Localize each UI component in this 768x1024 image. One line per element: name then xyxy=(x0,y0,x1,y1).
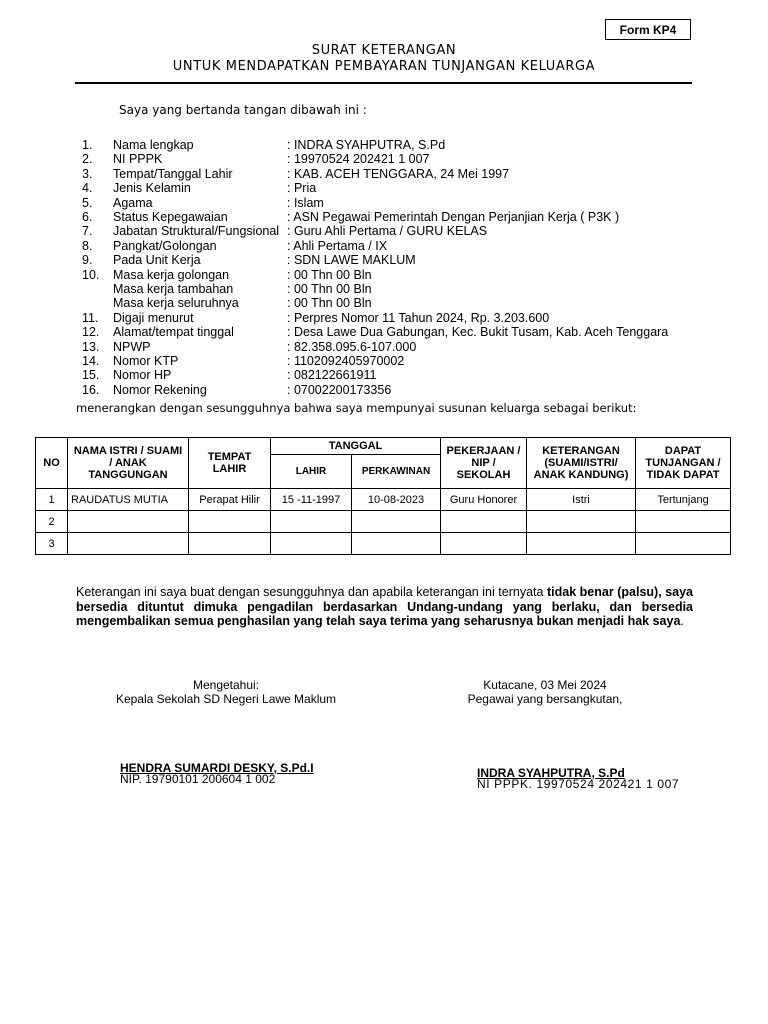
identity-label: Masa kerja tambahan xyxy=(113,282,234,296)
cell-job: Guru Honorer xyxy=(441,489,527,511)
declaration-text: Keterangan ini saya buat dengan sesungguhnya dan apabila keterangan ini ternyata xyxy=(76,585,547,599)
principal-title: Kepala Sekolah SD Negeri Lawe Maklum xyxy=(115,692,337,706)
identity-num: 2. xyxy=(82,152,93,167)
identity-value: : Guru Ahli Pertama / GURU KELAS xyxy=(287,224,488,239)
header-birthplace: TEMPAT LAHIR xyxy=(189,438,271,489)
declaration-end: . xyxy=(680,614,684,628)
identity-num: 13. xyxy=(82,339,100,354)
cell-name xyxy=(68,511,189,533)
identity-value: : SDN LAWE MAKLUM xyxy=(287,253,416,268)
identity-label: Agama xyxy=(113,195,153,210)
identity-label: Alamat/tempat tinggal xyxy=(113,325,234,340)
employee-nip: NI PPPK. 19970524 202421 1 007 xyxy=(477,777,680,791)
cell-born xyxy=(271,533,352,555)
identity-num: 4. xyxy=(82,181,93,196)
header-name: NAMA ISTRI / SUAMI / ANAK TANGGUNGAN xyxy=(68,438,189,489)
identity-label: Pangkat/Golongan xyxy=(113,238,217,253)
identity-num: 5. xyxy=(82,195,93,210)
principal-nip: NIP. 19790101 200604 1 002 xyxy=(120,772,276,786)
identity-value: : 00 Thn 00 Bln xyxy=(287,267,372,282)
identity-num: 16. xyxy=(82,382,100,397)
identity-num: 10. xyxy=(82,267,100,282)
form-code-badge: Form KP4 xyxy=(605,19,691,40)
principal-name: HENDRA SUMARDI DESKY, S.Pd.I xyxy=(120,761,314,775)
cell-allowance xyxy=(636,511,731,533)
identity-label: Nomor Rekening xyxy=(113,382,207,397)
identity-label: NI PPPK xyxy=(113,152,163,167)
table-row xyxy=(36,533,731,555)
cell-born: 15 -11-1997 xyxy=(271,489,352,511)
identity-label: Pada Unit Kerja xyxy=(113,253,201,268)
identity-num: 3. xyxy=(82,166,93,181)
identity-value: : INDRA SYAHPUTRA, S.Pd xyxy=(287,138,446,152)
header-note: KETERANGAN (SUAMI/ISTRI/ ANAK KANDUNG) xyxy=(527,438,636,489)
cell-allowance: Tertunjang xyxy=(636,489,731,511)
place-date: Kutacane, 03 Mei 2024 xyxy=(483,678,607,692)
identity-value: : 07002200173356 xyxy=(287,382,392,397)
identity-value: : Ahli Pertama / IX xyxy=(287,238,388,253)
identity-label: Jabatan Struktural/Fungsional xyxy=(113,224,280,239)
declaration-bold-text: tidak benar (palsu), saya bersedia dituntut dimuka pengadilan berdasarkan Undang-undang yang berlaku, dan bersedia mengembalikan semua penghasilan yang telah saya terima yang seharusnya bukan menjadi hak saya xyxy=(76,585,694,628)
signature-right-block xyxy=(440,678,650,706)
identity-num: 8. xyxy=(82,238,93,253)
identity-label: Nomor HP xyxy=(113,368,172,383)
identity-value: : 082122661911 xyxy=(287,368,377,383)
table-row xyxy=(36,511,731,533)
identity-value: : 00 Thn 00 Bln xyxy=(287,296,372,311)
identity-value: : 00 Thn 00 Bln xyxy=(287,282,372,296)
identity-label: Digaji menurut xyxy=(113,310,194,325)
family-statement: menerangkan dengan sesungguhnya bahwa saya mempunyai susunan keluarga sebagai berikut: xyxy=(76,401,637,415)
identity-label: Nomor KTP xyxy=(113,354,179,368)
header-no: NO xyxy=(36,438,68,489)
document-title: SURAT KETERANGAN xyxy=(311,43,457,58)
identity-value: : KAB. ACEH TENGGARA, 24 Mei 1997 xyxy=(287,166,510,181)
cell-no: 1 xyxy=(36,489,68,511)
identity-label: Tempat/Tanggal Lahir xyxy=(113,166,233,181)
cell-born xyxy=(271,511,352,533)
identity-value: : Pria xyxy=(287,181,317,196)
cell-allowance xyxy=(636,533,731,555)
cell-married xyxy=(352,511,441,533)
identity-label: NPWP xyxy=(113,339,151,354)
family-table xyxy=(35,437,731,555)
document-subtitle: UNTUK MENDAPATKAN PEMBAYARAN TUNJANGAN KELUARGA xyxy=(172,59,596,74)
title-divider xyxy=(75,82,692,84)
identity-value: : 19970524 202421 1 007 xyxy=(287,152,430,167)
cell-job xyxy=(441,511,527,533)
header-born: LAHIR xyxy=(271,455,352,489)
identity-label: Masa kerja seluruhnya xyxy=(113,296,239,311)
identity-label: Nama lengkap xyxy=(113,138,194,152)
cell-job xyxy=(441,533,527,555)
header-date: TANGGAL xyxy=(271,438,441,455)
identity-num: 7. xyxy=(82,224,93,239)
identity-value: : 82.358.095.6-107.000 xyxy=(287,339,417,354)
header-married: PERKAWINAN xyxy=(352,455,441,489)
identity-label: Jenis Kelamin xyxy=(113,181,191,196)
employee-label: Pegawai yang bersangkutan, xyxy=(467,692,623,706)
identity-value: : 1102092405970002 xyxy=(287,354,405,368)
declaration-paragraph xyxy=(76,585,693,629)
identity-num: 14. xyxy=(82,354,100,368)
intro-text: Saya yang bertanda tangan dibawah ini : xyxy=(119,103,367,117)
identity-label: Status Kepegawaian xyxy=(113,210,228,224)
cell-married xyxy=(352,533,441,555)
identity-value: : Desa Lawe Dua Gabungan, Kec. Bukit Tusam, Kab. Aceh Tenggara xyxy=(287,325,669,340)
identity-value: : Islam xyxy=(287,195,324,210)
cell-birthplace xyxy=(189,511,271,533)
cell-no: 2 xyxy=(36,511,68,533)
identity-value: : ASN Pegawai Pemerintah Dengan Perjanjian Kerja ( P3K ) xyxy=(287,210,620,224)
identity-label: Masa kerja golongan xyxy=(113,267,230,282)
cell-name: RAUDATUS MUTIA xyxy=(68,489,189,511)
cell-name xyxy=(68,533,189,555)
acknowledged-label: Mengetahui: xyxy=(192,678,260,692)
identity-num: 1. xyxy=(82,138,93,152)
header-allowance: DAPAT TUNJANGAN / TIDAK DAPAT xyxy=(636,438,731,489)
cell-birthplace: Perapat Hilir xyxy=(189,489,271,511)
signature-left-block xyxy=(112,678,340,706)
cell-note: Istri xyxy=(527,489,636,511)
identity-num: 12. xyxy=(82,325,100,340)
employee-name: INDRA SYAHPUTRA, S.Pd xyxy=(477,766,625,780)
table-row xyxy=(36,489,731,511)
identity-num: 9. xyxy=(82,253,93,268)
identity-value: : Perpres Nomor 11 Tahun 2024, Rp. 3.203.600 xyxy=(287,310,550,325)
identity-num: 15. xyxy=(82,368,100,383)
identity-num: 11. xyxy=(82,310,99,325)
cell-birthplace xyxy=(189,533,271,555)
cell-note xyxy=(527,533,636,555)
cell-note xyxy=(527,511,636,533)
cell-no: 3 xyxy=(36,533,68,555)
cell-married: 10-08-2023 xyxy=(352,489,441,511)
identity-num: 6. xyxy=(82,210,93,224)
header-job: PEKERJAAN / NIP / SEKOLAH xyxy=(441,438,527,489)
